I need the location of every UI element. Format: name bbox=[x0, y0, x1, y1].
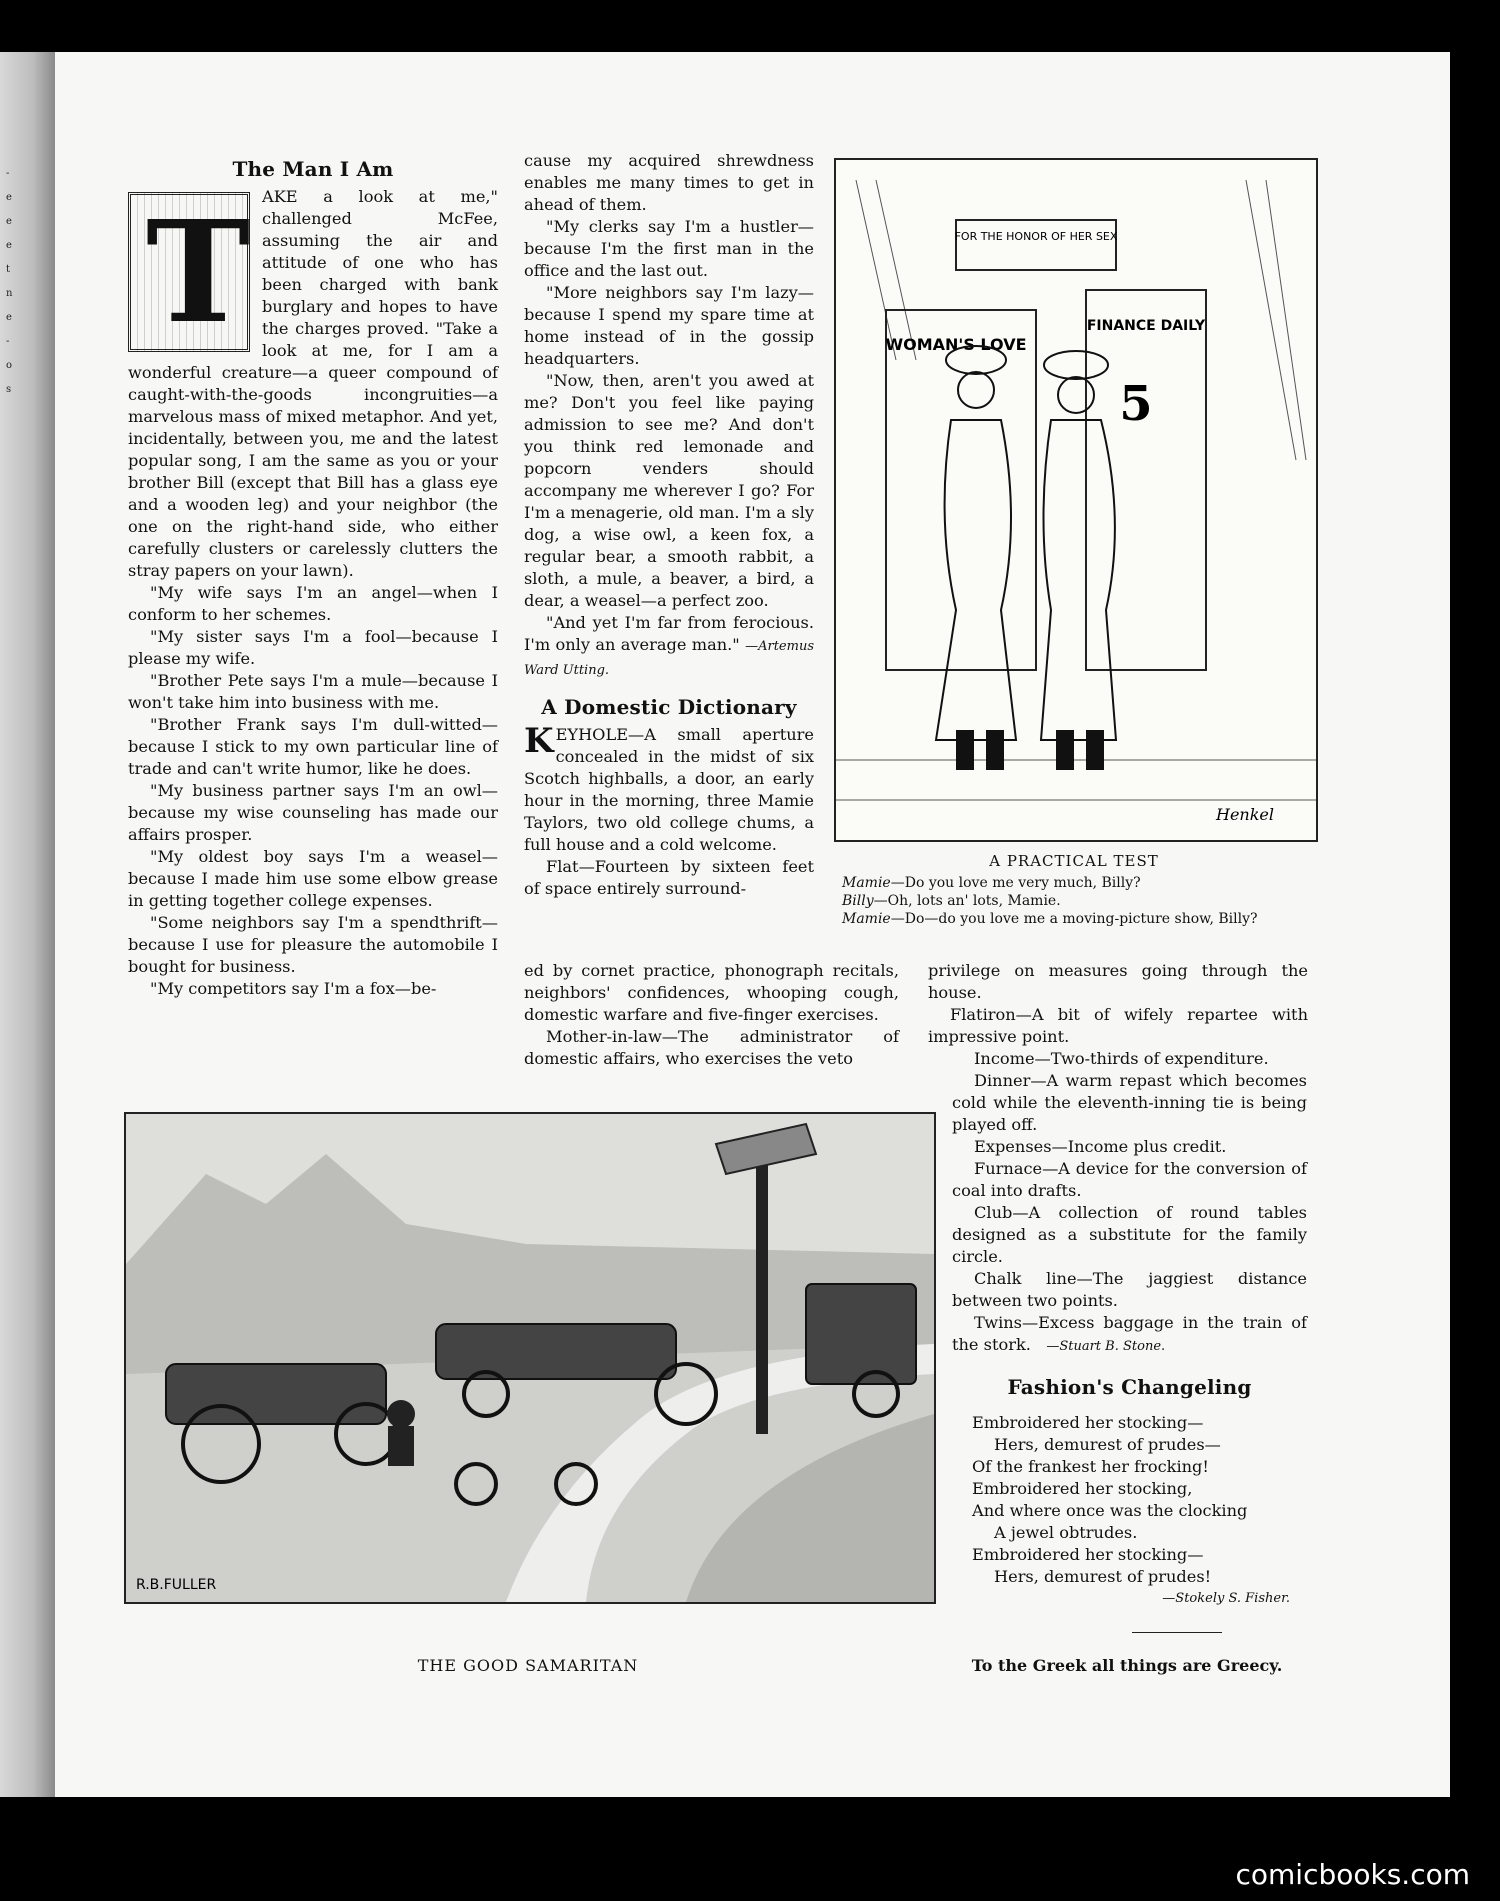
poem-line: Embroidered her stocking— bbox=[972, 1545, 1204, 1564]
page-spine bbox=[0, 52, 55, 1797]
paragraph: privilege on measures going through the house. bbox=[928, 961, 1308, 1002]
paragraph: Dinner—A warm repast which becomes cold while the eleventh-inning tie is being played off. bbox=[952, 1071, 1307, 1134]
dialog-line-1: Mamie—Do you love me very much, Billy? bbox=[842, 875, 1141, 891]
author-signature: —Stuart B. Stone. bbox=[1046, 1339, 1166, 1354]
column-3-lower bbox=[952, 1048, 1307, 1404]
paragraph: Income—Two-thirds of expenditure. bbox=[974, 1049, 1269, 1068]
column-2-continued bbox=[524, 960, 899, 1070]
poster-text-womans-love: WOMAN'S LOVE bbox=[885, 335, 1027, 354]
author-signature: —Artemus Ward Utting. bbox=[524, 639, 814, 678]
poem-line: And where once was the clocking bbox=[972, 1501, 1248, 1520]
paragraph: Twins—Excess baggage in the train of the stork. —Stuart B. Stone. bbox=[952, 1313, 1307, 1354]
caption-practical-test: A PRACTICAL TEST bbox=[989, 852, 1159, 870]
dialog-line-3: Mamie—Do—do you love me a moving-picture show, Billy? bbox=[842, 911, 1258, 927]
paragraph: "My oldest boy says I'm a weasel—because I made him use some elbow grease in getting together college expenses. bbox=[128, 847, 498, 910]
column-2 bbox=[524, 150, 814, 900]
paragraph: cause my acquired shrewdness enables me many times to get in ahead of them. bbox=[524, 151, 814, 214]
poem-line: Hers, demurest of prudes! bbox=[994, 1567, 1212, 1586]
paragraph: "My business partner says I'm an owl—because my wise counseling has made our affairs prosper. bbox=[128, 781, 498, 844]
paragraph: "More neighbors say I'm lazy—because I spend my spare time at home instead of in the gossip headquarters. bbox=[524, 283, 814, 368]
article-title-domestic-dictionary: A Domestic Dictionary bbox=[541, 695, 797, 719]
cartoon-practical-test bbox=[834, 158, 1318, 842]
cartoon-good-samaritan bbox=[124, 1112, 936, 1604]
paragraph: "Now, then, aren't you awed at me? Don't you feel like paying admission to see me? And don't you think red lemonade and popcorn venders should accompany me wherever I go? For I'm a menagerie, old man. I'm a sly dog, a wise owl, a keen fox, a regular bear, a smooth rabbit, a sloth, a mule, a beaver, a bird, a dear, a weasel—a perfect zoo. bbox=[524, 371, 814, 610]
drop-cap-ornament: T bbox=[128, 192, 250, 352]
site-watermark: comicbooks.com bbox=[1235, 1858, 1470, 1891]
article-title-man-i-am: The Man I Am bbox=[232, 157, 394, 181]
paragraph: "My wife says I'm an angel—when I conform to her schemes. bbox=[128, 583, 498, 624]
paragraph: "My sister says I'm a fool—because I please my wife. bbox=[128, 627, 498, 668]
poster-price: 5 bbox=[1119, 376, 1153, 432]
paragraph: "Brother Pete says I'm a mule—because I won't take him into business with me. bbox=[128, 671, 498, 712]
paragraph: Furnace—A device for the conversion of coal into drafts. bbox=[952, 1159, 1307, 1200]
cartoon-drawing bbox=[836, 160, 1316, 840]
closing-quip: To the Greek all things are Greecy. bbox=[971, 1656, 1283, 1675]
poem-line: Embroidered her stocking, bbox=[972, 1479, 1193, 1498]
paragraph: ed by cornet practice, phonograph recitals, neighbors' confidences, whooping cough, domestic warfare and five-finger exercises. bbox=[524, 961, 899, 1024]
poem-title: Fashion's Changeling bbox=[1007, 1375, 1252, 1399]
paragraph: Mother-in-law—The administrator of domestic affairs, who exercises the veto bbox=[524, 1027, 899, 1068]
column-1 bbox=[128, 158, 498, 1000]
divider-rule bbox=[1132, 1632, 1222, 1633]
poem-signature: —Stokely S. Fisher. bbox=[1162, 1591, 1290, 1606]
artist-signature: R.B.FULLER bbox=[136, 1577, 217, 1593]
poster-text-finance: FINANCE DAILY bbox=[1086, 318, 1206, 334]
paragraph: "My competitors say I'm a fox—be- bbox=[150, 979, 437, 998]
paragraph: Chalk line—The jaggiest distance between two points. bbox=[952, 1269, 1307, 1310]
paragraph: "Brother Frank says I'm dull-witted—because I stick to my own particular line of trade and can't write humor, like he does. bbox=[128, 715, 498, 778]
poem-line: A jewel obtrudes. bbox=[994, 1523, 1138, 1542]
artist-signature: Henkel bbox=[1216, 805, 1275, 824]
poster-text-honor: FOR THE HONOR OF HER SEX bbox=[954, 230, 1118, 243]
paragraph: "And yet I'm far from ferocious. I'm only an average man." —Artemus Ward Utting. bbox=[524, 613, 814, 678]
paragraph: KEYHOLE—A small aperture concealed in the midst of six Scotch highballs, a door, an early hour in the morning, three Mamie Taylors, two old college chums, a full house and a cold welcome. bbox=[524, 721, 814, 854]
paragraph: Expenses—Income plus credit. bbox=[974, 1137, 1227, 1156]
paragraph: Flat—Fourteen by sixteen feet of space entirely surround- bbox=[524, 857, 814, 898]
caption-good-samaritan: THE GOOD SAMARITAN bbox=[417, 1656, 639, 1675]
paragraph: Club—A collection of round tables designed as a substitute for the family circle. bbox=[952, 1203, 1307, 1266]
poem-line: Embroidered her stocking— bbox=[972, 1413, 1204, 1432]
dialog-line-2: Billy—Oh, lots an' lots, Mamie. bbox=[842, 893, 1061, 909]
poem-fashions-changeling bbox=[972, 1412, 1312, 1610]
cartoon-drawing bbox=[126, 1114, 934, 1602]
paragraph: AKE a look at me," challenged McFee, assuming the air and attitude of one who has been charged with bank burglary and hopes to have the charges proved. "Take a look at me, for I am a wonderful creature—a queer compound of caught-with-the-goods incongruities—a marvelous mass of mixed metaphor. And yet, incidentally, between you, me and the latest popular song, I am the same as you or your brother Bill (except that Bill has a glass eye and a wooden leg) and your neighbor (the one on the right-hand side, who either carefully clusters or carelessly clutters the stray papers on your lawn). bbox=[128, 187, 498, 580]
poem-line: Hers, demurest of prudes— bbox=[994, 1435, 1221, 1454]
poem-line: Of the frankest her frocking! bbox=[972, 1457, 1209, 1476]
spine-edge-marks: - e e e t n e - o s bbox=[6, 168, 13, 395]
column-3-upper bbox=[928, 960, 1308, 1048]
cartoon-dialog bbox=[842, 874, 1322, 928]
paragraph: Flatiron—A bit of wifely repartee with impressive point. bbox=[928, 1005, 1308, 1046]
paragraph: "Some neighbors say I'm a spendthrift—because I use for pleasure the automobile I bought for business. bbox=[128, 913, 498, 976]
paragraph: "My clerks say I'm a hustler—because I'm the first man in the office and the last out. bbox=[524, 217, 814, 280]
